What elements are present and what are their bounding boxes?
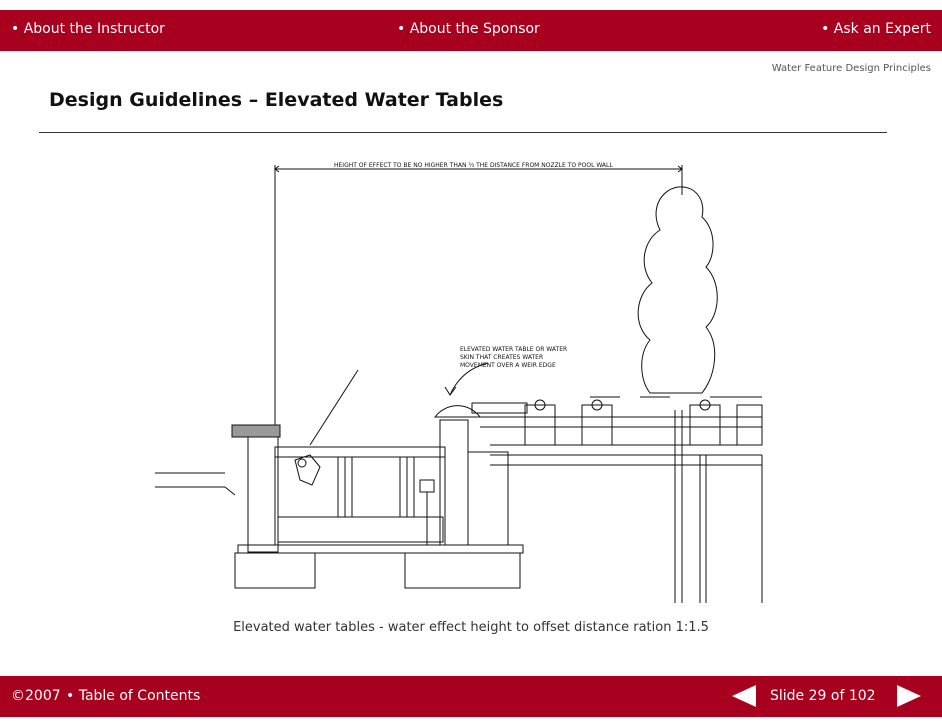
slide-counter: Slide 29 of 102 (770, 688, 876, 704)
top-nav-bar (0, 10, 942, 51)
next-slide-arrow-icon[interactable] (897, 685, 921, 707)
nav-about-instructor-link[interactable]: • About the Instructor (11, 21, 165, 37)
table-note-line-3: MOVEMENT OVER A WEIR EDGE (460, 362, 556, 369)
height-dimension-note: HEIGHT OF EFFECT TO BE NO HIGHER THAN ⅔ THE DISTANCE FROM NOZZLE TO POOL WALL (334, 162, 613, 169)
nav-ask-expert-link[interactable]: • Ask an Expert (821, 21, 931, 37)
footer-bar (0, 676, 942, 717)
figure-caption: Elevated water tables - water effect height to offset distance ration 1:1.5 (233, 620, 709, 635)
table-note-line-1: ELEVATED WATER TABLE OR WATER (460, 346, 568, 353)
table-of-contents-link[interactable]: • Table of Contents (66, 688, 201, 704)
page-title: Design Guidelines – Elevated Water Tables (49, 89, 504, 111)
title-divider (39, 132, 887, 133)
table-note-line-2: SKIN THAT CREATES WATER (460, 354, 544, 361)
nav-about-sponsor-link[interactable]: • About the Sponsor (397, 21, 540, 37)
elevated-water-table-drawing (150, 155, 770, 610)
previous-slide-arrow-icon[interactable] (732, 685, 756, 707)
course-title: Water Feature Design Principles (771, 63, 931, 74)
copyright-text: ©2007 (11, 688, 61, 704)
